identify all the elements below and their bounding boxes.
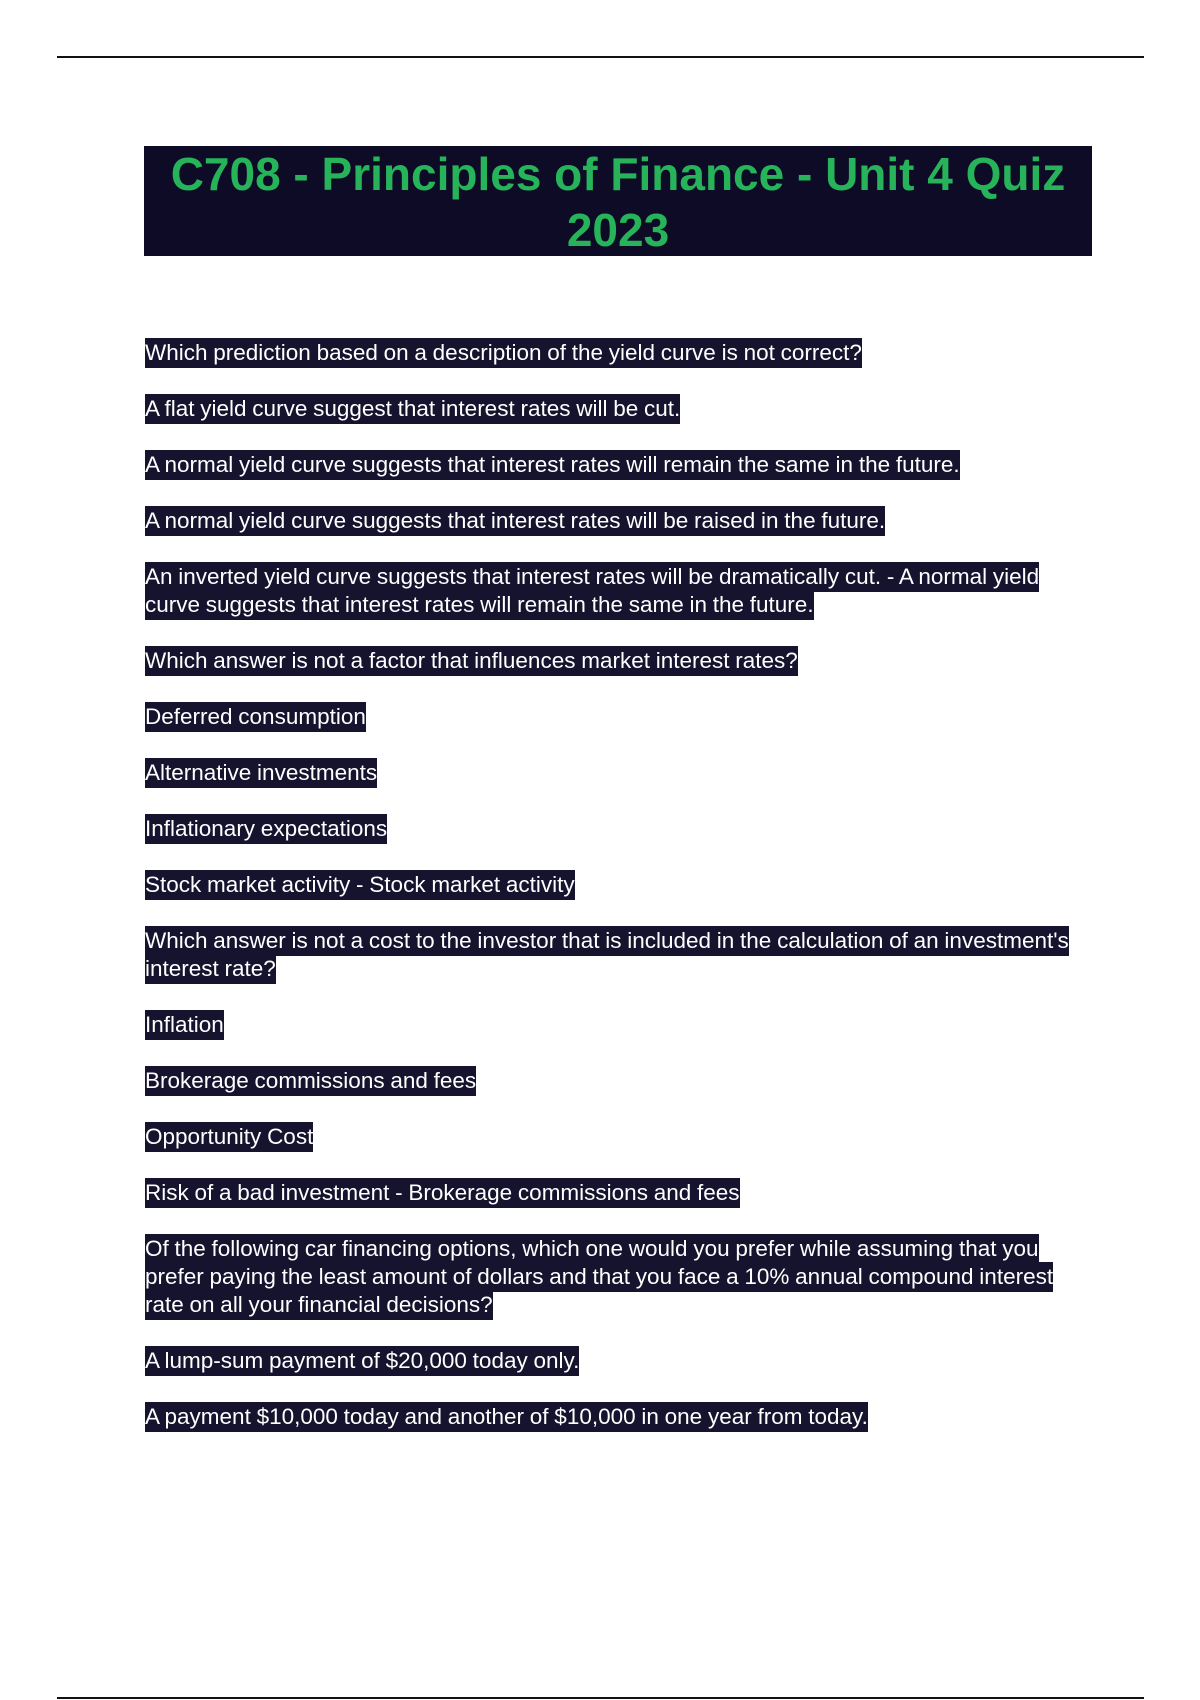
answer-option-with-answer: An inverted yield curve suggests that interest rates will be dramatically cut. - A normal yield curve suggests that interest rates will remain the same in the future. [145,563,1085,619]
top-rule [57,56,1144,58]
answer-option: Brokerage commissions and fees [145,1067,1085,1095]
answer-option-with-answer: Stock market activity - Stock market activity [145,871,1085,899]
title-line-2: 2023 [566,204,670,256]
question-4: Of the following car financing options, which one would you prefer while assuming that you prefer paying the least amount of dollars and that you face a 10% annual compound interest rate on all your financial decisions? [145,1235,1085,1319]
answer-option: A payment $10,000 today and another of $10,000 in one year from today. [145,1403,1085,1431]
answer-option: Opportunity Cost [145,1123,1085,1151]
answer-option: Inflationary expectations [145,815,1085,843]
answer-option-with-answer: Risk of a bad investment - Brokerage commissions and fees [145,1179,1085,1207]
answer-option: A normal yield curve suggests that interest rates will remain the same in the future. [145,451,1085,479]
question-3: Which answer is not a cost to the investor that is included in the calculation of an investment's interest rate? [145,927,1085,983]
answer-option: A flat yield curve suggest that interest rates will be cut. [145,395,1085,423]
question-2: Which answer is not a factor that influences market interest rates? [145,647,1085,675]
answer-option: A lump-sum payment of $20,000 today only. [145,1347,1085,1375]
answer-option: Deferred consumption [145,703,1085,731]
bottom-rule [57,1697,1144,1699]
title-line-1: C708 - Principles of Finance - Unit 4 Quiz [170,148,1066,200]
answer-option: A normal yield curve suggests that interest rates will be raised in the future. [145,507,1085,535]
answer-option: Alternative investments [145,759,1085,787]
quiz-content [145,339,1085,1459]
question-1: Which prediction based on a description of the yield curve is not correct? [145,339,1085,367]
answer-option: Inflation [145,1011,1085,1039]
document-title [144,146,1092,256]
